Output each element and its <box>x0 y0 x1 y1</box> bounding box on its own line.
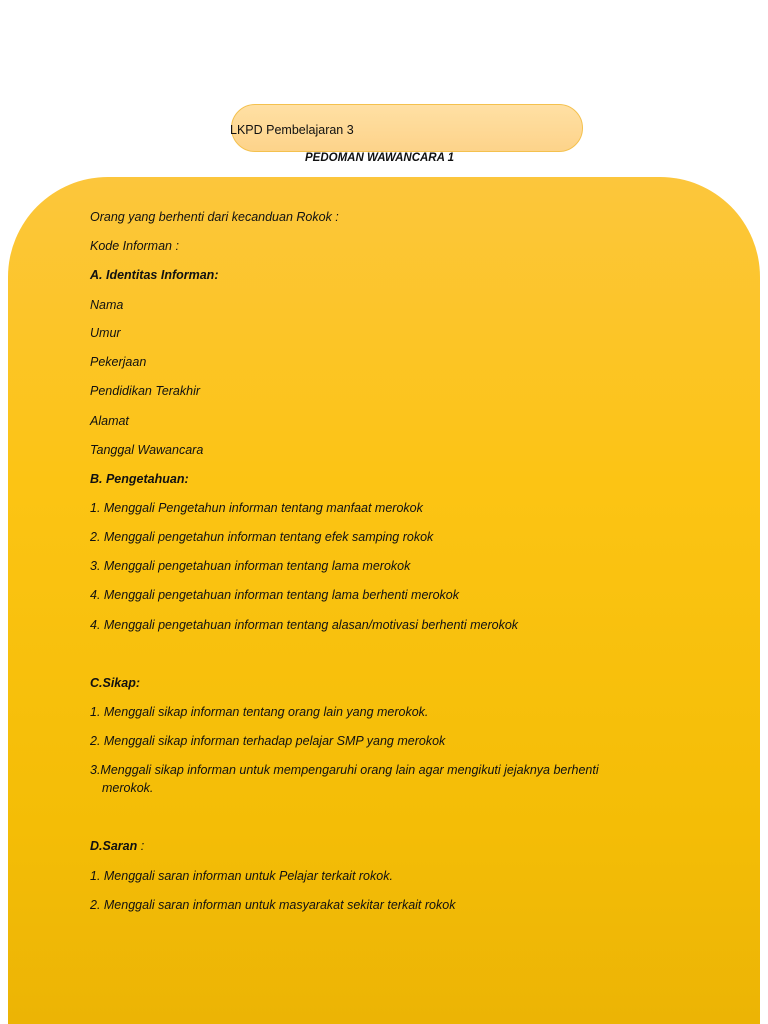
document-subtitle: PEDOMAN WAWANCARA 1 <box>305 152 455 164</box>
intro-subject-line: Orang yang berhenti dari kecanduan Rokok : <box>90 210 339 224</box>
list-item: 1. Menggali sikap informan tentang orang lain yang merokok. <box>90 705 429 719</box>
intro-code-line: Kode Informan : <box>90 239 179 253</box>
list-item-wrapped <box>90 761 630 797</box>
section-d-heading-colon: : <box>137 839 145 853</box>
list-item: 2. Menggali saran informan untuk masyarakat sekitar terkait rokok <box>90 898 456 912</box>
field-umur: Umur <box>90 326 121 340</box>
section-c-heading: C.Sikap: <box>90 676 141 690</box>
field-alamat: Alamat <box>90 414 129 428</box>
section-d-heading <box>90 838 144 855</box>
list-item: 1. Menggali Pengetahun informan tentang manfaat merokok <box>90 501 423 515</box>
list-item: 2. Menggali sikap informan terhadap pelajar SMP yang merokok <box>90 734 446 748</box>
field-pendidikan: Pendidikan Terakhir <box>90 384 201 398</box>
list-item: 4. Menggali pengetahuan informan tentang alasan/motivasi berhenti merokok <box>90 618 519 632</box>
section-b-heading: B. Pengetahuan: <box>90 472 189 486</box>
field-pekerjaan: Pekerjaan <box>90 355 147 369</box>
field-tanggal: Tanggal Wawancara <box>90 443 204 457</box>
section-a-heading: A. Identitas Informan: <box>90 268 219 282</box>
list-item: 4. Menggali pengetahuan informan tentang lama berhenti merokok <box>90 588 459 602</box>
list-item: 1. Menggali saran informan untuk Pelajar terkait rokok. <box>90 869 393 883</box>
list-item: 2. Menggali pengetahun informan tentang efek samping rokok <box>90 530 434 544</box>
field-nama: Nama <box>90 298 124 312</box>
worksheet-title: LKPD Pembelajaran 3 <box>230 123 354 137</box>
list-item-continuation: merokok. <box>102 781 154 795</box>
list-item: 3. Menggali pengetahuan informan tentang lama merokok <box>90 559 411 573</box>
list-item-line: 3.Menggali sikap informan untuk mempengaruhi orang lain agar mengikuti jejaknya berhenti <box>90 763 599 777</box>
section-d-heading-text: D.Saran <box>90 839 138 853</box>
